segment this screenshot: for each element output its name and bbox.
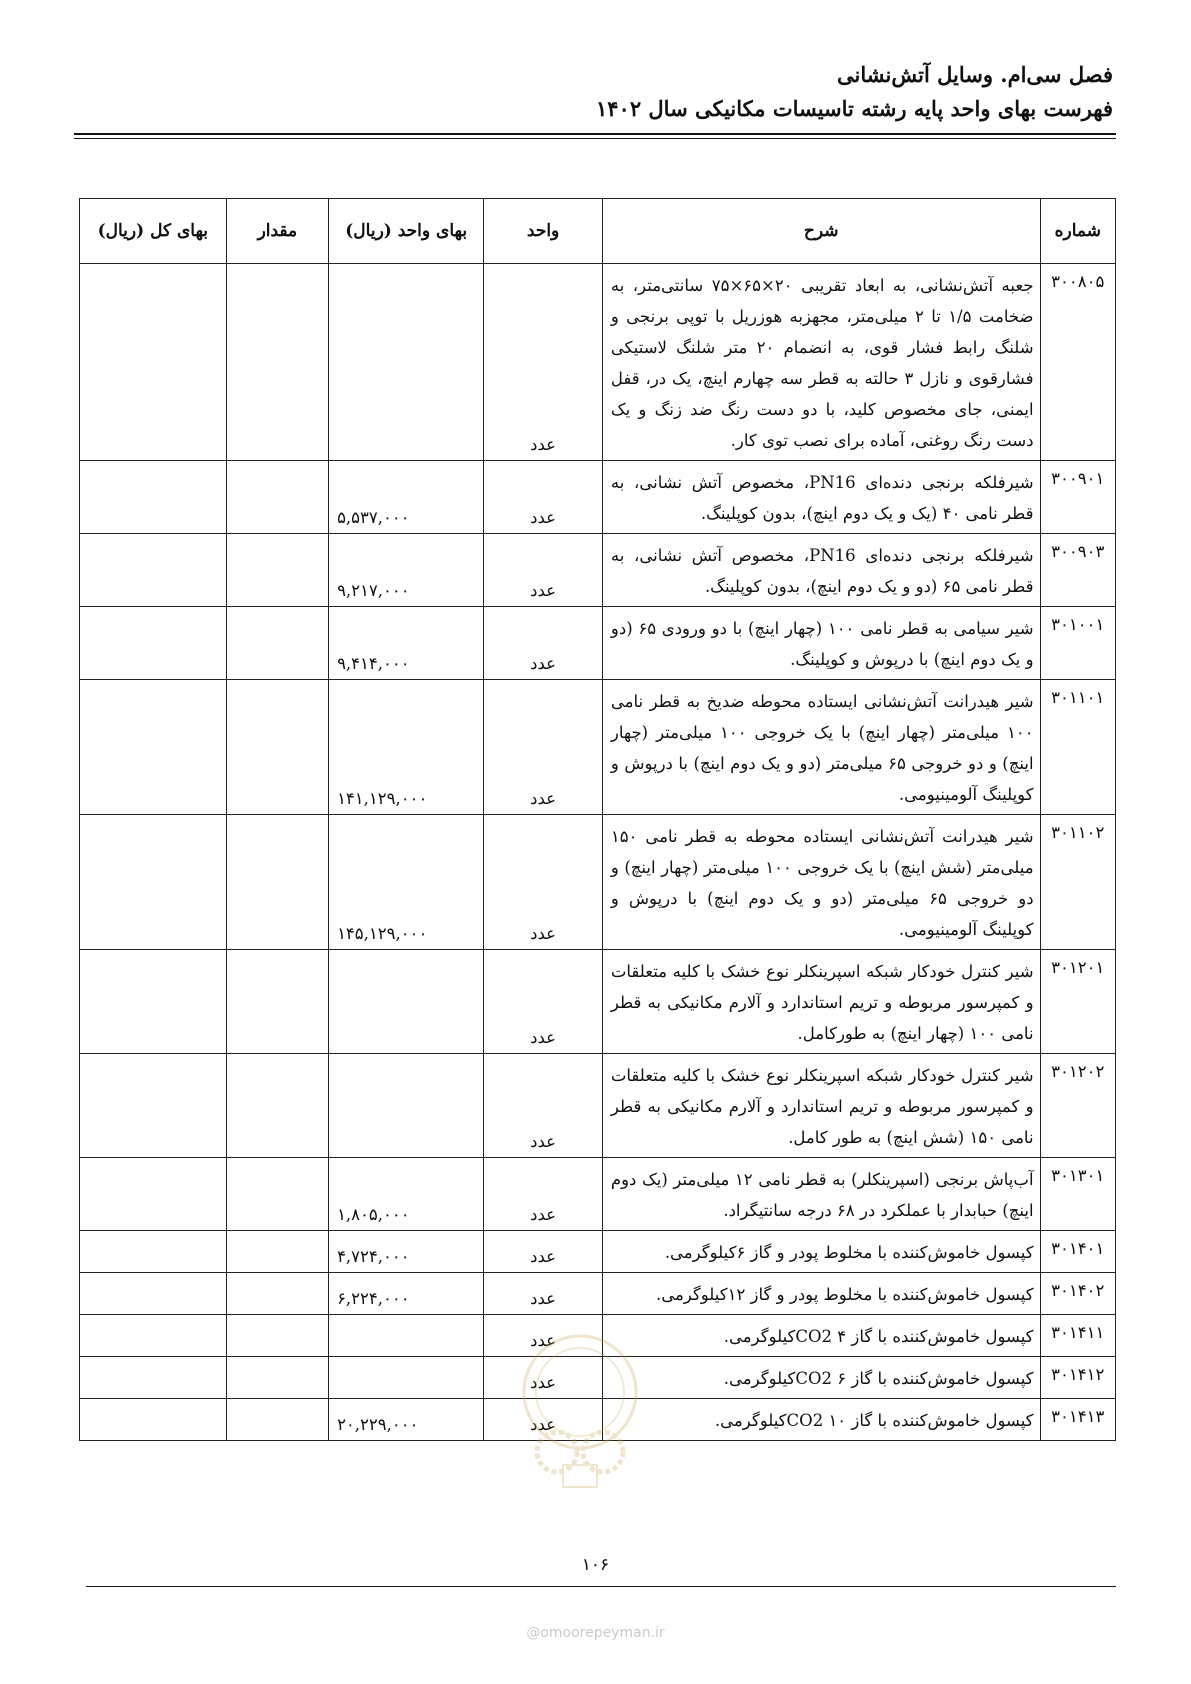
item-unit: عدد — [484, 534, 603, 607]
table-row — [80, 1158, 1116, 1231]
item-code: ۳۰۱۴۱۲ — [1040, 1357, 1115, 1399]
item-unit: عدد — [484, 264, 603, 461]
item-description: کپسول خاموش‌کننده با گاز CO2 ۱۰کیلوگرمی. — [602, 1399, 1040, 1441]
item-unit: عدد — [484, 1273, 603, 1315]
footer-rule — [86, 1586, 1116, 1587]
chapter-title: فصل سی‌ام. وسایل آتش‌نشانی — [837, 62, 1113, 87]
item-code: ۳۰۱۴۱۳ — [1040, 1399, 1115, 1441]
item-unit-price — [329, 1315, 484, 1357]
item-unit-price: ۱۴۱,۱۲۹,۰۰۰ — [329, 680, 484, 815]
item-total-price — [80, 1273, 227, 1315]
item-description: شیر سیامی به قطر نامی ۱۰۰ (چهار اینچ) با دو ورودی ۶۵ (دو و یک دوم اینچ) با درپوش و کوپلینگ. — [602, 607, 1040, 680]
item-unit-price: ۵,۵۳۷,۰۰۰ — [329, 461, 484, 534]
item-description: شیرفلکه برنجی دنده‌ای PN16، مخصوص آتش نشانی، به قطر نامی ۴۰ (یک و یک دوم اینچ)، بدون کوپلینگ. — [602, 461, 1040, 534]
item-unit: عدد — [484, 950, 603, 1054]
item-quantity — [226, 1273, 328, 1315]
table-row — [80, 1054, 1116, 1158]
item-description: شیرفلکه برنجی دنده‌ای PN16، مخصوص آتش نشانی، به قطر نامی ۶۵ (دو و یک دوم اینچ)، بدون کوپلینگ. — [602, 534, 1040, 607]
item-total-price — [80, 1315, 227, 1357]
item-quantity — [226, 1054, 328, 1158]
item-quantity — [226, 607, 328, 680]
item-unit: عدد — [484, 1158, 603, 1231]
header-unit-price: بهای واحد (ریال) — [329, 199, 484, 264]
item-total-price — [80, 1158, 227, 1231]
item-description: شیر کنترل خودکار شبکه اسپرینکلر نوع خشک با کلیه متعلقات و کمپرسور مربوطه و تریم استاندارد و آلارم مکانیکی به قطر نامی ۱۵۰ (شش اینچ) به طور کامل. — [602, 1054, 1040, 1158]
table-row — [80, 1231, 1116, 1273]
item-total-price — [80, 534, 227, 607]
item-code: ۳۰۱۱۰۱ — [1040, 680, 1115, 815]
item-quantity — [226, 1231, 328, 1273]
item-unit: عدد — [484, 1399, 603, 1441]
item-total-price — [80, 1399, 227, 1441]
item-description: جعبه آتش‌نشانی، به ابعاد تقریبی ۲۰×۶۵×۷۵ سانتی‌متر، به ضخامت ۱/۵ تا ۲ میلی‌متر، مجهزبه هوزریل با توپی برنجی و شلنگ رابط فشار قوی، به انضمام ۲۰ متر شلنگ لاستیکی فشارقوی و نازل ۳ حالته به قطر سه چهارم اینچ، یک در، قفل ایمنی، جای مخصوص کلید، با دو دست رنگ ضد زنگ و یک دست رنگ روغنی، آماده برای نصب توی کار. — [602, 264, 1040, 461]
item-quantity — [226, 950, 328, 1054]
header-quantity: مقدار — [226, 199, 328, 264]
item-code: ۳۰۱۲۰۱ — [1040, 950, 1115, 1054]
item-description: کپسول خاموش‌کننده با مخلوط پودر و گاز ۶کیلوگرمی. — [602, 1231, 1040, 1273]
item-unit-price: ۶,۲۲۴,۰۰۰ — [329, 1273, 484, 1315]
table-row — [80, 950, 1116, 1054]
item-total-price — [80, 1357, 227, 1399]
table-row — [80, 607, 1116, 680]
item-description: کپسول خاموش‌کننده با مخلوط پودر و گاز ۱۲کیلوگرمی. — [602, 1273, 1040, 1315]
item-code: ۳۰۱۲۰۲ — [1040, 1054, 1115, 1158]
item-unit-price: ۱۴۵,۱۲۹,۰۰۰ — [329, 815, 484, 950]
item-description: شیر هیدرانت آتش‌نشانی ایستاده محوطه به قطر نامی ۱۵۰ میلی‌متر (شش اینچ) با یک خروجی ۱۰۰ میلی‌متر (چهار اینچ) و دو خروجی ۶۵ میلی‌متر (دو و یک دوم اینچ) با درپوش و کوپلینگ آلومینیومی. — [602, 815, 1040, 950]
item-description: شیر هیدرانت آتش‌نشانی ایستاده محوطه ضدیخ به قطر نامی ۱۰۰ میلی‌متر (چهار اینچ) با یک خروجی ۱۰۰ میلی‌متر (چهار اینچ) و دو خروجی ۶۵ میلی‌متر (دو و یک دوم اینچ) با درپوش و کوپلینگ آلومینیومی. — [602, 680, 1040, 815]
item-unit-price — [329, 264, 484, 461]
item-unit-price: ۱,۸۰۵,۰۰۰ — [329, 1158, 484, 1231]
item-unit: عدد — [484, 815, 603, 950]
item-unit: عدد — [484, 1231, 603, 1273]
item-quantity — [226, 534, 328, 607]
table-row — [80, 461, 1116, 534]
item-quantity — [226, 680, 328, 815]
item-code: ۳۰۰۹۰۱ — [1040, 461, 1115, 534]
item-code: ۳۰۱۳۰۱ — [1040, 1158, 1115, 1231]
item-quantity — [226, 1399, 328, 1441]
header-total-price: بهای کل (ریال) — [80, 199, 227, 264]
item-quantity — [226, 461, 328, 534]
page-number: ۱۰۶ — [581, 1555, 610, 1575]
header-rule-thick — [74, 133, 1116, 135]
item-unit-price — [329, 1054, 484, 1158]
item-code: ۳۰۰۸۰۵ — [1040, 264, 1115, 461]
item-description: کپسول خاموش‌کننده با گاز CO2 ۶کیلوگرمی. — [602, 1357, 1040, 1399]
table-row — [80, 680, 1116, 815]
item-unit-price: ۲۰,۲۲۹,۰۰۰ — [329, 1399, 484, 1441]
table-row — [80, 1273, 1116, 1315]
item-quantity — [226, 264, 328, 461]
item-total-price — [80, 950, 227, 1054]
item-total-price — [80, 264, 227, 461]
item-code: ۳۰۱۰۰۱ — [1040, 607, 1115, 680]
item-total-price — [80, 461, 227, 534]
item-unit-price — [329, 950, 484, 1054]
item-code: ۳۰۱۴۰۱ — [1040, 1231, 1115, 1273]
item-unit: عدد — [484, 1315, 603, 1357]
item-unit: عدد — [484, 1054, 603, 1158]
item-unit-price — [329, 1357, 484, 1399]
item-description: کپسول خاموش‌کننده با گاز CO2 ۴کیلوگرمی. — [602, 1315, 1040, 1357]
item-code: ۳۰۱۴۰۲ — [1040, 1273, 1115, 1315]
item-unit: عدد — [484, 607, 603, 680]
item-quantity — [226, 1357, 328, 1399]
seal-watermark — [505, 1330, 655, 1490]
website-watermark: @omoorepeyman.ir — [526, 1625, 665, 1641]
item-quantity — [226, 1158, 328, 1231]
table-row — [80, 534, 1116, 607]
item-unit: عدد — [484, 1357, 603, 1399]
table-row — [80, 815, 1116, 950]
header-description: شرح — [602, 199, 1040, 264]
item-unit-price: ۹,۴۱۴,۰۰۰ — [329, 607, 484, 680]
item-total-price — [80, 680, 227, 815]
item-total-price — [80, 1231, 227, 1273]
item-quantity — [226, 815, 328, 950]
document-subtitle: فهرست بهای واحد پایه رشته تاسیسات مکانیکی سال ۱۴۰۲ — [595, 96, 1113, 121]
item-total-price — [80, 607, 227, 680]
item-unit: عدد — [484, 680, 603, 815]
item-description: آب‌پاش برنجی (اسپرینکلر) به قطر نامی ۱۲ میلی‌متر (یک دوم اینچ) حبابدار با عملکرد در ۶۸ درجه سانتیگراد. — [602, 1158, 1040, 1231]
header-unit: واحد — [484, 199, 603, 264]
item-unit: عدد — [484, 461, 603, 534]
header-code: شماره — [1040, 199, 1115, 264]
item-total-price — [80, 1054, 227, 1158]
item-unit-price: ۴,۷۲۴,۰۰۰ — [329, 1231, 484, 1273]
item-code: ۳۰۱۱۰۲ — [1040, 815, 1115, 950]
item-total-price — [80, 815, 227, 950]
item-quantity — [226, 1315, 328, 1357]
item-code: ۳۰۱۴۱۱ — [1040, 1315, 1115, 1357]
table-row — [80, 264, 1116, 461]
item-description: شیر کنترل خودکار شبکه اسپرینکلر نوع خشک با کلیه متعلقات و کمپرسور مربوطه و تریم استاندارد و آلارم مکانیکی به قطر نامی ۱۰۰ (چهار اینچ) به طورکامل. — [602, 950, 1040, 1054]
price-list-table — [79, 198, 1116, 1441]
page-header — [73, 58, 1113, 126]
table-header-row — [80, 199, 1116, 264]
item-code: ۳۰۰۹۰۳ — [1040, 534, 1115, 607]
item-unit-price: ۹,۲۱۷,۰۰۰ — [329, 534, 484, 607]
header-rule-thin — [74, 138, 1116, 139]
